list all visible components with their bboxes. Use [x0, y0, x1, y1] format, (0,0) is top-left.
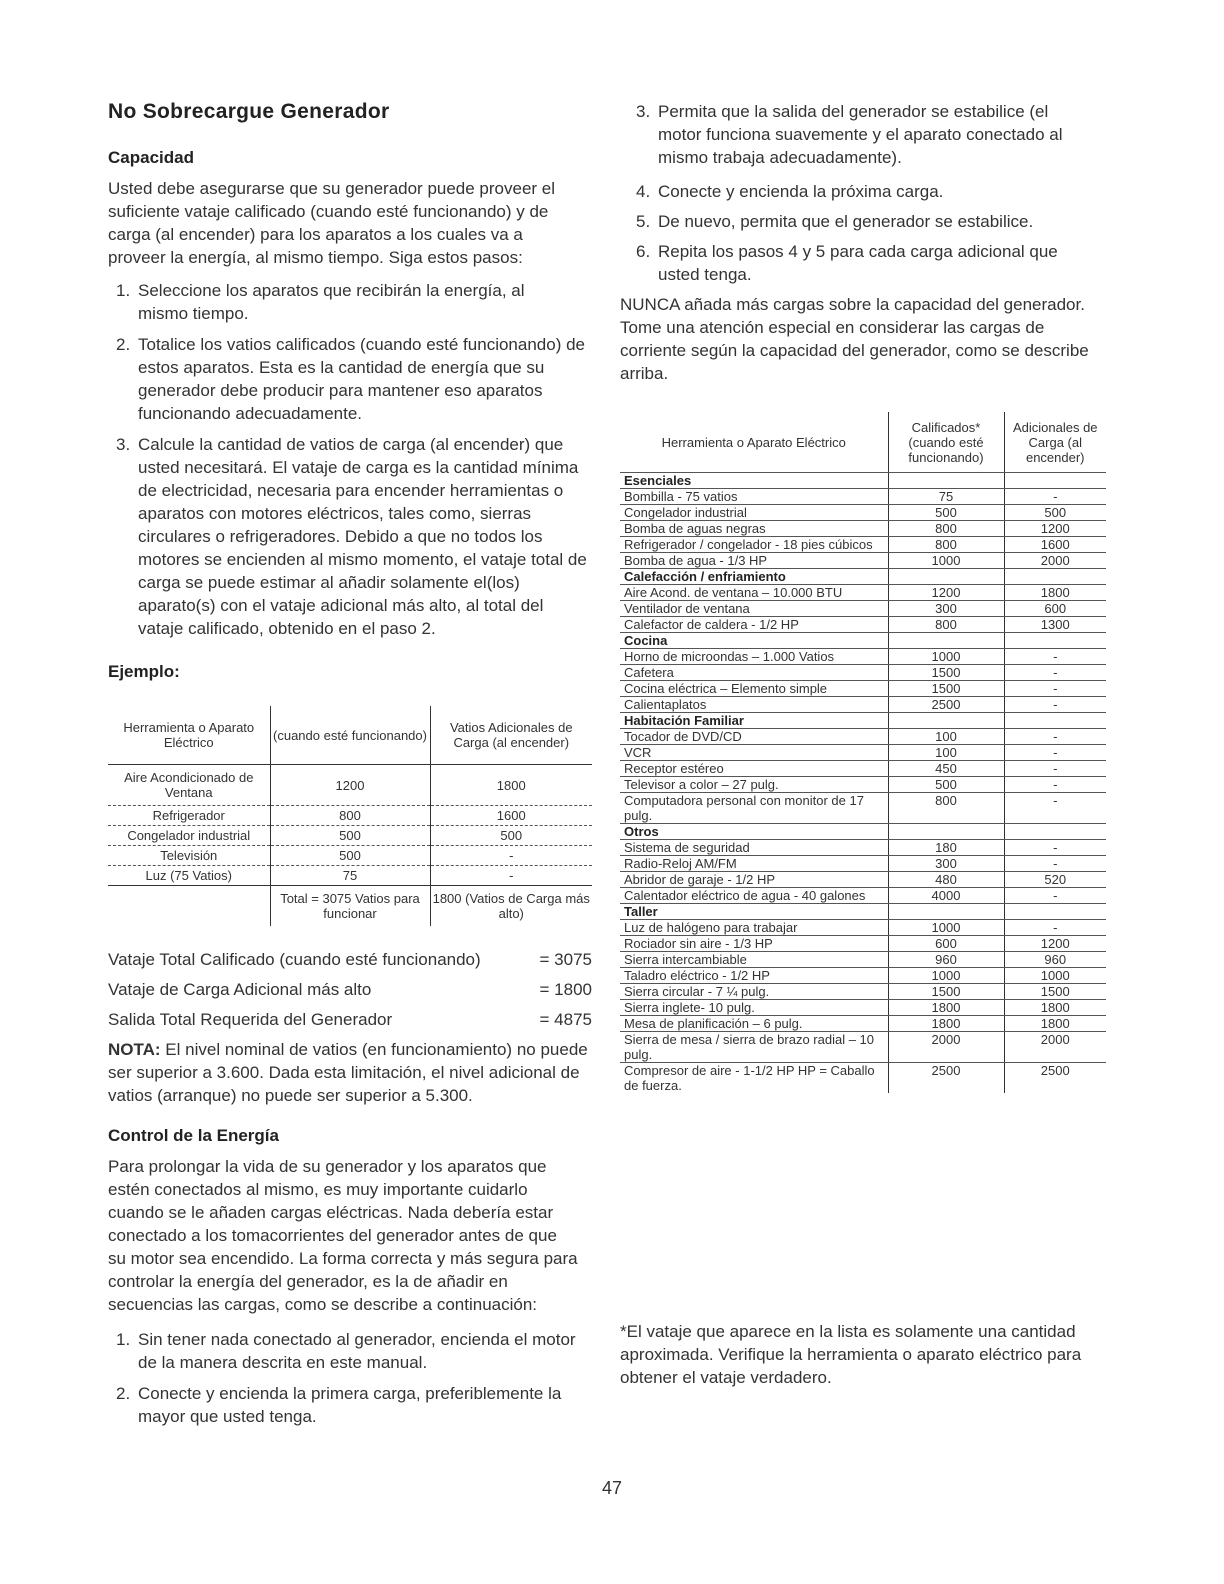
row-starting-watts: [1004, 824, 1106, 840]
row-label: Cocina: [620, 633, 888, 649]
page-number: 47: [601, 1478, 623, 1498]
table-row: [620, 585, 1106, 601]
row-running-watts: [888, 633, 1004, 649]
row-label: Calefactor de caldera - 1/2 HP: [620, 617, 888, 633]
row-starting-watts: 520: [1004, 872, 1106, 888]
wattage-header-start: Adicionales de Carga (al encender): [1004, 412, 1106, 473]
row-starting-watts: [1004, 904, 1106, 920]
table-row: Luz (75 Vatios) 75 -: [108, 866, 592, 886]
row-starting-watts: [1004, 569, 1106, 585]
row-starting-watts: 1800: [1004, 585, 1106, 601]
row-starting-watts: -: [1004, 649, 1106, 665]
row-label: Bombilla - 75 vatios: [620, 489, 888, 505]
table-row: [620, 649, 1106, 665]
row-running-watts: 1500: [888, 984, 1004, 1000]
capacity-step-3: 3. Calcule la cantidad de vatios de carga (al encender) que usted necesitará. El vataje de carga es la cantidad mínima de electricidad, necesaria para encender herramientas o aparatos con motores eléctricos, tales como, sierras circulares o refrigeradores. Debido a que no todos los motores se encienden al mismo momento, el vataje total de carga se puede estimar al añadir solamente el(los) aparato(s) con el vataje adicional más alto, al total del vataje calificado, obtenido en el paso 2.: [116, 435, 587, 638]
row-label: Computadora personal con monitor de 17 pulg.: [620, 793, 888, 824]
row-running-watts: 100: [888, 729, 1004, 745]
row-label: Taller: [620, 904, 888, 920]
capacity-intro: Usted debe asegurarse que su generador puede proveer el suficiente vataje calificado (cuando esté funcionando) y de carga (al encender) para los aparatos a los cuales va a proveer la energía, al mismo tiempo. Siga estos pasos:: [108, 179, 556, 267]
row-starting-watts: 1800: [1004, 1000, 1106, 1016]
row-running-watts: 1500: [888, 681, 1004, 697]
row-starting-watts: 960: [1004, 952, 1106, 968]
row-starting-watts: 1200: [1004, 521, 1106, 537]
capacity-heading: Capacidad: [108, 148, 194, 167]
row-starting-watts: -: [1004, 888, 1106, 904]
row-label: VCR: [620, 745, 888, 761]
row-running-watts: 2000: [888, 1032, 1004, 1063]
row-starting-watts: 1600: [1004, 537, 1106, 553]
example-total-running: Total = 3075 Vatios para funcionar: [270, 886, 430, 927]
table-row: [620, 505, 1106, 521]
table-row: [620, 777, 1106, 793]
row-starting-watts: [1004, 713, 1106, 729]
category-row: [620, 569, 1106, 585]
row-running-watts: 800: [888, 521, 1004, 537]
table-row: Refrigerador 800 1600: [108, 806, 592, 826]
wattage-header-tool: Herramienta o Aparato Eléctrico: [620, 412, 888, 473]
row-running-watts: 75: [888, 489, 1004, 505]
row-starting-watts: -: [1004, 697, 1106, 713]
row-label: Otros: [620, 824, 888, 840]
row-running-watts: 300: [888, 856, 1004, 872]
row-running-watts: [888, 713, 1004, 729]
table-row: [620, 952, 1106, 968]
row-label: Bomba de aguas negras: [620, 521, 888, 537]
calc-line: Salida Total Requerida del Generador = 4875: [108, 1010, 592, 1029]
row-label: Refrigerador / congelador - 18 pies cúbicos: [620, 537, 888, 553]
power-step-3: 3. Permita que la salida del generador se estabilice (el motor funciona suavemente y el aparato conectado al mismo trabaja adecuadamente).: [636, 102, 1063, 167]
category-row: [620, 824, 1106, 840]
row-label: Horno de microondas – 1.000 Vatios: [620, 649, 888, 665]
warning-text: NUNCA añada más cargas sobre la capacidad del generador. Tome una atención especial en considerar las cargas de corriente según la capacidad del generador, como se describe arriba.: [620, 295, 1089, 383]
example-header-row: [108, 706, 592, 765]
table-row: [620, 888, 1106, 904]
row-running-watts: [888, 824, 1004, 840]
row-running-watts: 1200: [888, 585, 1004, 601]
table-row: [620, 840, 1106, 856]
row-starting-watts: [1004, 473, 1106, 489]
row-label: Cafetera: [620, 665, 888, 681]
row-label: Receptor estéreo: [620, 761, 888, 777]
row-starting-watts: 1500: [1004, 984, 1106, 1000]
row-running-watts: 1800: [888, 1016, 1004, 1032]
row-starting-watts: 1000: [1004, 968, 1106, 984]
row-running-watts: [888, 569, 1004, 585]
row-label: Taladro eléctrico - 1/2 HP: [620, 968, 888, 984]
row-label: Esenciales: [620, 473, 888, 489]
row-starting-watts: -: [1004, 856, 1106, 872]
row-label: Televisor a color – 27 pulg.: [620, 777, 888, 793]
row-running-watts: 1000: [888, 649, 1004, 665]
wattage-header-running: Calificados* (cuando esté funcionando): [888, 412, 1004, 473]
row-starting-watts: -: [1004, 777, 1106, 793]
example-header-tool: Herramienta o Aparato Eléctrico: [108, 706, 270, 765]
table-row: Congelador industrial 500 500: [108, 826, 592, 846]
row-running-watts: 480: [888, 872, 1004, 888]
row-starting-watts: 1200: [1004, 936, 1106, 952]
row-running-watts: 1000: [888, 968, 1004, 984]
calc-line: Vataje de Carga Adicional más alto = 1800: [108, 980, 592, 999]
row-label: Cocina eléctrica – Elemento simple: [620, 681, 888, 697]
table-row: [620, 617, 1106, 633]
row-starting-watts: -: [1004, 920, 1106, 936]
row-starting-watts: 1800: [1004, 1016, 1106, 1032]
row-label: Congelador industrial: [620, 505, 888, 521]
example-heading: Ejemplo:: [108, 662, 180, 681]
category-row: [620, 904, 1106, 920]
table-row: [620, 601, 1106, 617]
table-row: Televisión 500 -: [108, 846, 592, 866]
row-label: Radio-Reloj AM/FM: [620, 856, 888, 872]
row-label: Compresor de aire - 1-1/2 HP HP = Caballo de fuerza.: [620, 1063, 888, 1094]
table-row: [620, 1032, 1106, 1063]
row-running-watts: 800: [888, 617, 1004, 633]
power-step-1: 1. Sin tener nada conectado al generador, encienda el motor de la manera descrita en este manual.: [116, 1330, 576, 1372]
power-step-4: 4. Conecte y encienda la próxima carga.: [636, 182, 944, 201]
table-row: [620, 856, 1106, 872]
row-starting-watts: 2000: [1004, 553, 1106, 569]
row-running-watts: [888, 473, 1004, 489]
table-row: [620, 1063, 1106, 1094]
row-label: Sierra inglete- 10 pulg.: [620, 1000, 888, 1016]
row-label: Luz de halógeno para trabajar: [620, 920, 888, 936]
table-row: [620, 489, 1106, 505]
table-row: [620, 920, 1106, 936]
table-row: [620, 665, 1106, 681]
calc-line: Vataje Total Calificado (cuando esté funcionando) = 3075: [108, 950, 592, 969]
example-header-start: Vatios Adicionales de Carga (al encender): [430, 706, 592, 765]
row-label: Habitación Familiar: [620, 713, 888, 729]
row-starting-watts: [1004, 633, 1106, 649]
table-row: [620, 936, 1106, 952]
row-label: Sistema de seguridad: [620, 840, 888, 856]
table-row: [620, 793, 1106, 824]
table-row: [620, 537, 1106, 553]
example-table: [108, 706, 592, 926]
table-row: [620, 745, 1106, 761]
row-running-watts: 1500: [888, 665, 1004, 681]
table-row: [620, 729, 1106, 745]
table-row: [620, 761, 1106, 777]
row-starting-watts: 600: [1004, 601, 1106, 617]
row-starting-watts: -: [1004, 793, 1106, 824]
row-label: Sierra circular - 7 ¼ pulg.: [620, 984, 888, 1000]
row-running-watts: 500: [888, 777, 1004, 793]
table-row: [620, 553, 1106, 569]
table-row: [620, 681, 1106, 697]
row-running-watts: 300: [888, 601, 1004, 617]
example-total-row: [108, 886, 592, 927]
row-running-watts: 800: [888, 537, 1004, 553]
row-label: Bomba de agua - 1/3 HP: [620, 553, 888, 569]
table-row: [620, 984, 1106, 1000]
table-row: [620, 872, 1106, 888]
note-text: El nivel nominal de vatios (en funcionamiento) no puede ser superior a 3.600. Dada esta limitación, el nivel adicional de vatios (arranque) no puede ser superior a 5.300.: [108, 1040, 588, 1105]
row-label: Sierra intercambiable: [620, 952, 888, 968]
note-label: NOTA:: [108, 1040, 161, 1059]
power-step-5: 5. De nuevo, permita que el generador se estabilice.: [636, 212, 1034, 231]
row-running-watts: 2500: [888, 697, 1004, 713]
capacity-step-2: 2. Totalice los vatios calificados (cuando esté funcionando) de estos aparatos. Esta es la cantidad de energía que su generador debe producir para mantener eso aparatos funcionando adecuadamente.: [116, 335, 585, 423]
power-step-6: 6. Repita los pasos 4 y 5 para cada carga adicional que usted tenga.: [636, 242, 1058, 284]
row-starting-watts: 500: [1004, 505, 1106, 521]
table-row: [620, 1000, 1106, 1016]
row-starting-watts: -: [1004, 665, 1106, 681]
row-label: Calefacción / enfriamiento: [620, 569, 888, 585]
example-total-start: 1800 (Vatios de Carga más alto): [432, 891, 590, 921]
power-text: Para prolongar la vida de su generador y los aparatos que estén conectados al mismo, es muy importante cuidarlo cuando se le añaden cargas eléctricas. Nada debería estar conectado a los tomacorrientes del generador antes de que su motor sea encendido. La forma correcta y más segura para controlar la energía del generador, es la de añadir en secuencias las cargas, como se describe a continuación:: [108, 1157, 578, 1314]
table-row: [620, 697, 1106, 713]
note: [108, 1038, 592, 1107]
row-running-watts: 1800: [888, 1000, 1004, 1016]
row-running-watts: 2500: [888, 1063, 1004, 1094]
row-label: Mesa de planificación – 6 pulg.: [620, 1016, 888, 1032]
row-running-watts: 500: [888, 505, 1004, 521]
row-starting-watts: -: [1004, 681, 1106, 697]
row-label: Calentador eléctrico de agua - 40 galones: [620, 888, 888, 904]
table-row: [620, 968, 1106, 984]
capacity-step-1: 1. Seleccione los aparatos que recibirán la energía, al mismo tiempo.: [116, 281, 525, 323]
row-starting-watts: -: [1004, 729, 1106, 745]
row-starting-watts: 1300: [1004, 617, 1106, 633]
footnote: *El vataje que aparece en la lista es solamente una cantidad aproximada. Verifique la herramienta o aparato eléctrico para obtener el vataje verdadero.: [620, 1322, 1082, 1387]
row-running-watts: 960: [888, 952, 1004, 968]
page-title: No Sobrecargue Generador: [108, 100, 390, 123]
category-row: [620, 713, 1106, 729]
row-label: Calientaplatos: [620, 697, 888, 713]
power-heading: Control de la Energía: [108, 1126, 279, 1145]
example-header-running: (cuando esté funcionando): [270, 706, 430, 765]
wattage-table: [620, 412, 1106, 1093]
row-label: Tocador de DVD/CD: [620, 729, 888, 745]
row-running-watts: 180: [888, 840, 1004, 856]
row-label: Sierra de mesa / sierra de brazo radial – 10 pulg.: [620, 1032, 888, 1063]
table-row: [620, 1016, 1106, 1032]
row-label: Rociador sin aire - 1/3 HP: [620, 936, 888, 952]
row-starting-watts: -: [1004, 840, 1106, 856]
row-starting-watts: 2500: [1040, 1063, 1070, 1078]
table-row: [620, 521, 1106, 537]
wattage-header-row: [620, 412, 1106, 473]
power-step-2: 2. Conecte y encienda la primera carga, preferiblemente la mayor que usted tenga.: [116, 1384, 562, 1426]
row-running-watts: [888, 904, 1004, 920]
category-row: [620, 473, 1106, 489]
row-starting-watts: -: [1004, 489, 1106, 505]
row-running-watts: 1000: [888, 553, 1004, 569]
row-running-watts: 450: [888, 761, 1004, 777]
row-label: Abridor de garaje - 1/2 HP: [620, 872, 888, 888]
table-row: Aire Acondicionado de Ventana 1200 1800: [108, 765, 592, 806]
row-label: Aire Acond. de ventana – 10.000 BTU: [620, 585, 888, 601]
row-running-watts: 600: [888, 936, 1004, 952]
row-running-watts: 800: [888, 793, 1004, 824]
row-starting-watts: 2000: [1004, 1032, 1106, 1063]
row-running-watts: 1000: [888, 920, 1004, 936]
row-running-watts: 4000: [888, 888, 1004, 904]
row-running-watts: 100: [888, 745, 1004, 761]
row-starting-watts: -: [1004, 745, 1106, 761]
row-label: Ventilador de ventana: [620, 601, 888, 617]
row-starting-watts: -: [1004, 761, 1106, 777]
category-row: [620, 633, 1106, 649]
